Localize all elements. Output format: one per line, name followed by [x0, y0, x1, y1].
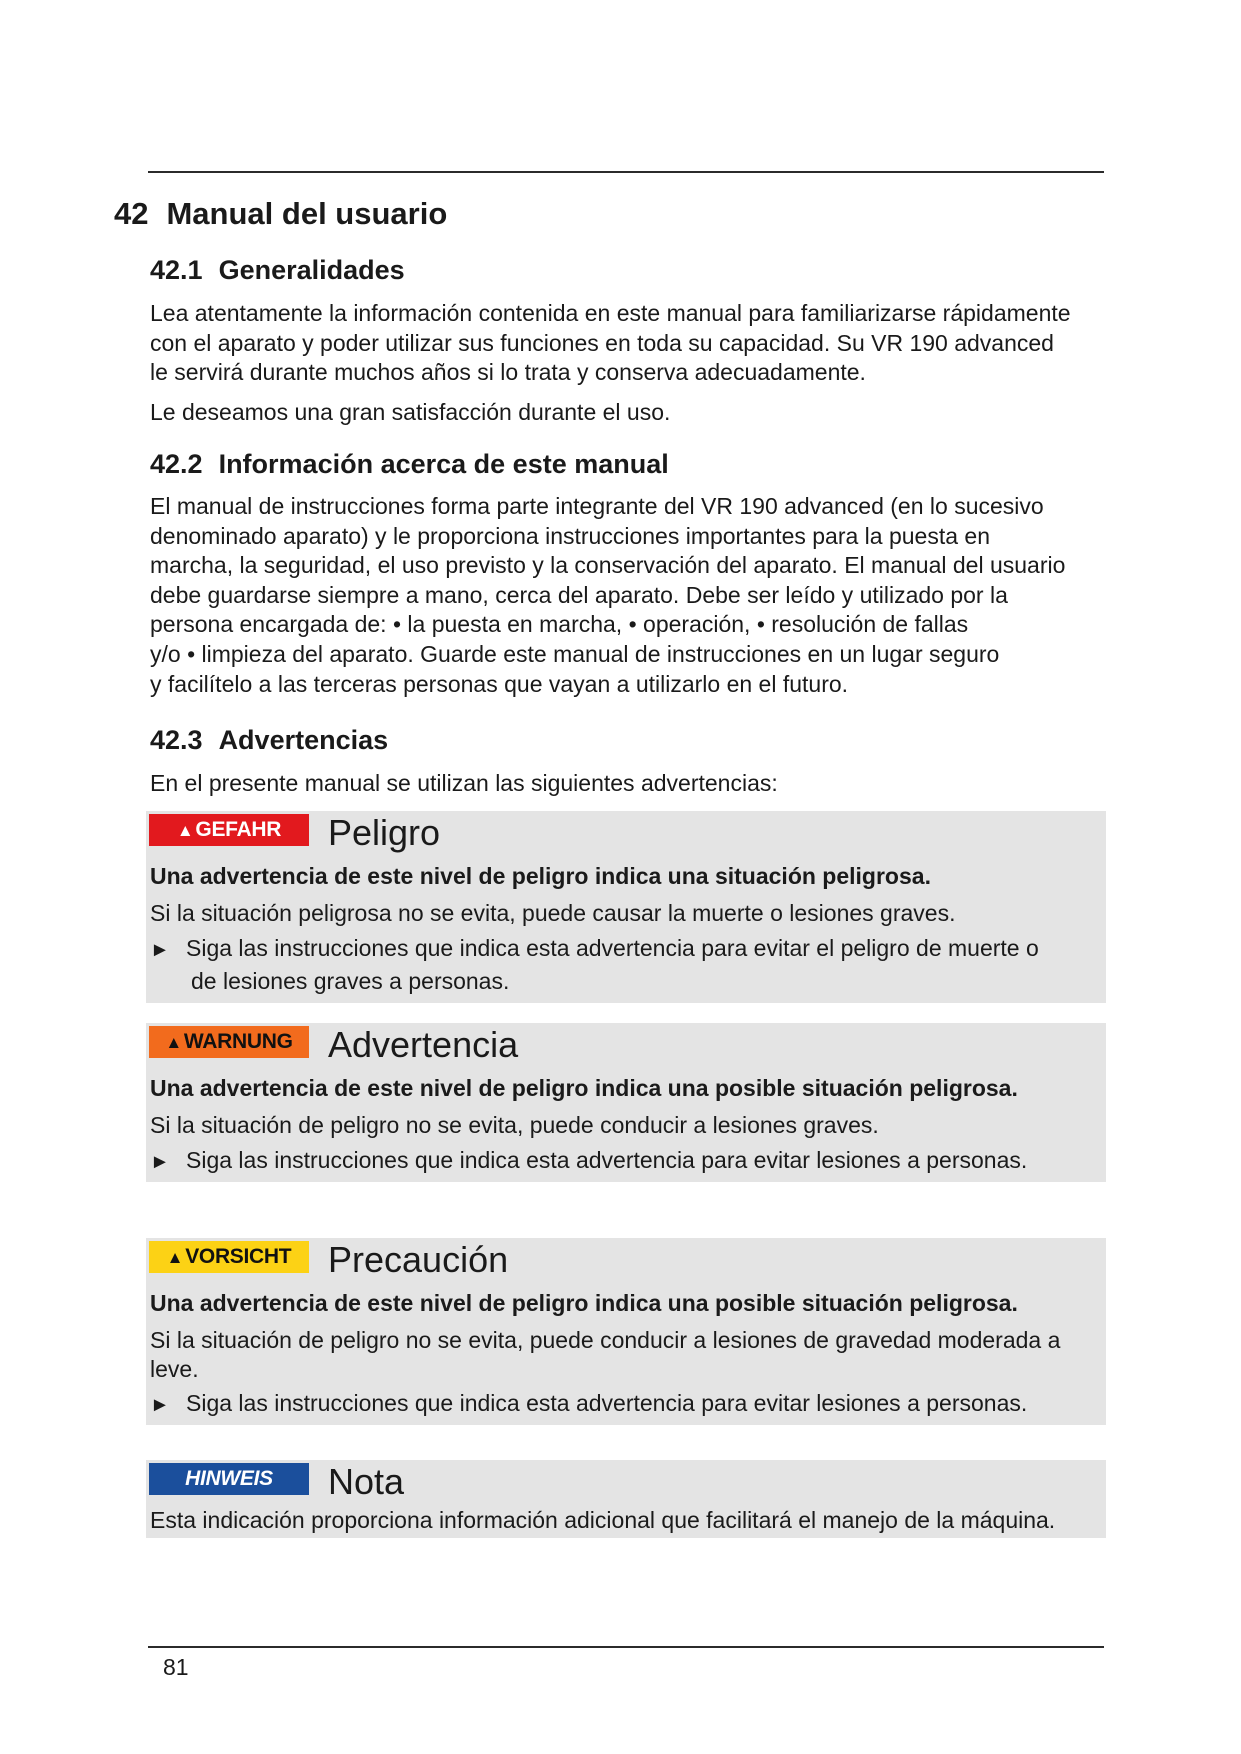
- warning-triangle-icon: ▲: [176, 821, 194, 840]
- warning-box-nota: [146, 1460, 1106, 1538]
- warning-text: Si la situación peligrosa no se evita, puede causar la muerte o lesiones graves.: [150, 900, 956, 926]
- warning-title: Advertencia: [328, 1024, 519, 1065]
- warning-box-peligro: [146, 811, 1106, 1003]
- warning-step: ► Siga las instrucciones que indica esta advertencia para evitar lesiones a personas.: [150, 1388, 1027, 1421]
- warning-lead: Una advertencia de este nivel de peligro indica una posible situación peligrosa.: [150, 1075, 1018, 1101]
- hinweis-badge: HINWEIS: [149, 1463, 309, 1495]
- warning-text: Si la situación de peligro no se evita, puede conducir a lesiones graves.: [150, 1112, 879, 1138]
- warning-lead: Una advertencia de este nivel de peligro indica una posible situación peligrosa.: [150, 1290, 1018, 1316]
- paragraph-informacion: El manual de instrucciones forma parte integrante del VR 190 advanced (en lo sucesivo denominado aparato) y le proporciona instrucciones importantes para la puesta en marcha, la seguridad, el uso previsto y la conservación del aparato. El manual del usuario debe guardarse siempre a mano, cerca del aparato. Debe ser leído y utilizado por la persona encargada de: • la puesta en marcha, • operación, • resolución de fallas y/o • limpieza del aparato. Guarde este manual de instrucciones en un lugar seguro y facilítelo a las terceras personas que vayan a utilizarlo en el futuro.: [150, 493, 1066, 697]
- warning-title: Peligro: [328, 812, 441, 853]
- warning-step: ► Siga las instrucciones que indica esta advertencia para evitar el peligro de muerte o de lesiones graves a personas.: [150, 935, 1039, 994]
- warning-box-advertencia: [146, 1023, 1106, 1182]
- warning-text: Esta indicación proporciona información adicional que facilitará el manejo de la máquina.: [150, 1507, 1056, 1533]
- step-arrow-icon: ►: [150, 1151, 170, 1173]
- warning-title: Nota: [328, 1461, 405, 1502]
- step-arrow-icon: ►: [150, 939, 170, 961]
- section-heading-advertencias: 42.3 Advertencias: [150, 725, 389, 755]
- footer-rule: [148, 1646, 1104, 1648]
- warning-title: Precaución: [328, 1239, 509, 1280]
- warning-lead: Una advertencia de este nivel de peligro indica una situación peligrosa.: [150, 863, 931, 889]
- section-heading-informacion: 42.2 Información acerca de este manual: [150, 449, 669, 479]
- step-arrow-icon: ►: [150, 1394, 170, 1416]
- page-number: 81: [163, 1654, 189, 1680]
- header-rule: [148, 171, 1104, 173]
- warning-text: Si la situación de peligro no se evita, puede conducir a lesiones de gravedad moderada a leve.: [150, 1327, 1061, 1382]
- vorsicht-badge: ▲VORSICHT: [149, 1241, 309, 1273]
- gefahr-badge: ▲GEFAHR: [149, 814, 309, 846]
- warning-triangle-icon: ▲: [165, 1033, 182, 1052]
- warning-box-precaucion: [146, 1238, 1106, 1425]
- warnung-badge: ▲WARNUNG: [149, 1026, 309, 1058]
- paragraph-generalidades-2: Le deseamos una gran satisfacción durante el uso.: [150, 399, 671, 425]
- warning-step: ► Siga las instrucciones que indica esta advertencia para evitar lesiones a personas.: [150, 1145, 1027, 1178]
- chapter-heading: 42 Manual del usuario: [114, 196, 448, 231]
- warning-triangle-icon: ▲: [166, 1248, 184, 1267]
- paragraph-generalidades-1: Lea atentamente la información contenida en este manual para familiarizarse rápidamente con el aparato y poder utilizar sus funciones en toda su capacidad. Su VR 190 advanced le servirá durante muchos años si lo trata y conserva adecuadamente.: [150, 300, 1071, 386]
- paragraph-advertencias-intro: En el presente manual se utilizan las siguientes advertencias:: [150, 770, 778, 796]
- section-heading-generalidades: 42.1 Generalidades: [150, 255, 405, 285]
